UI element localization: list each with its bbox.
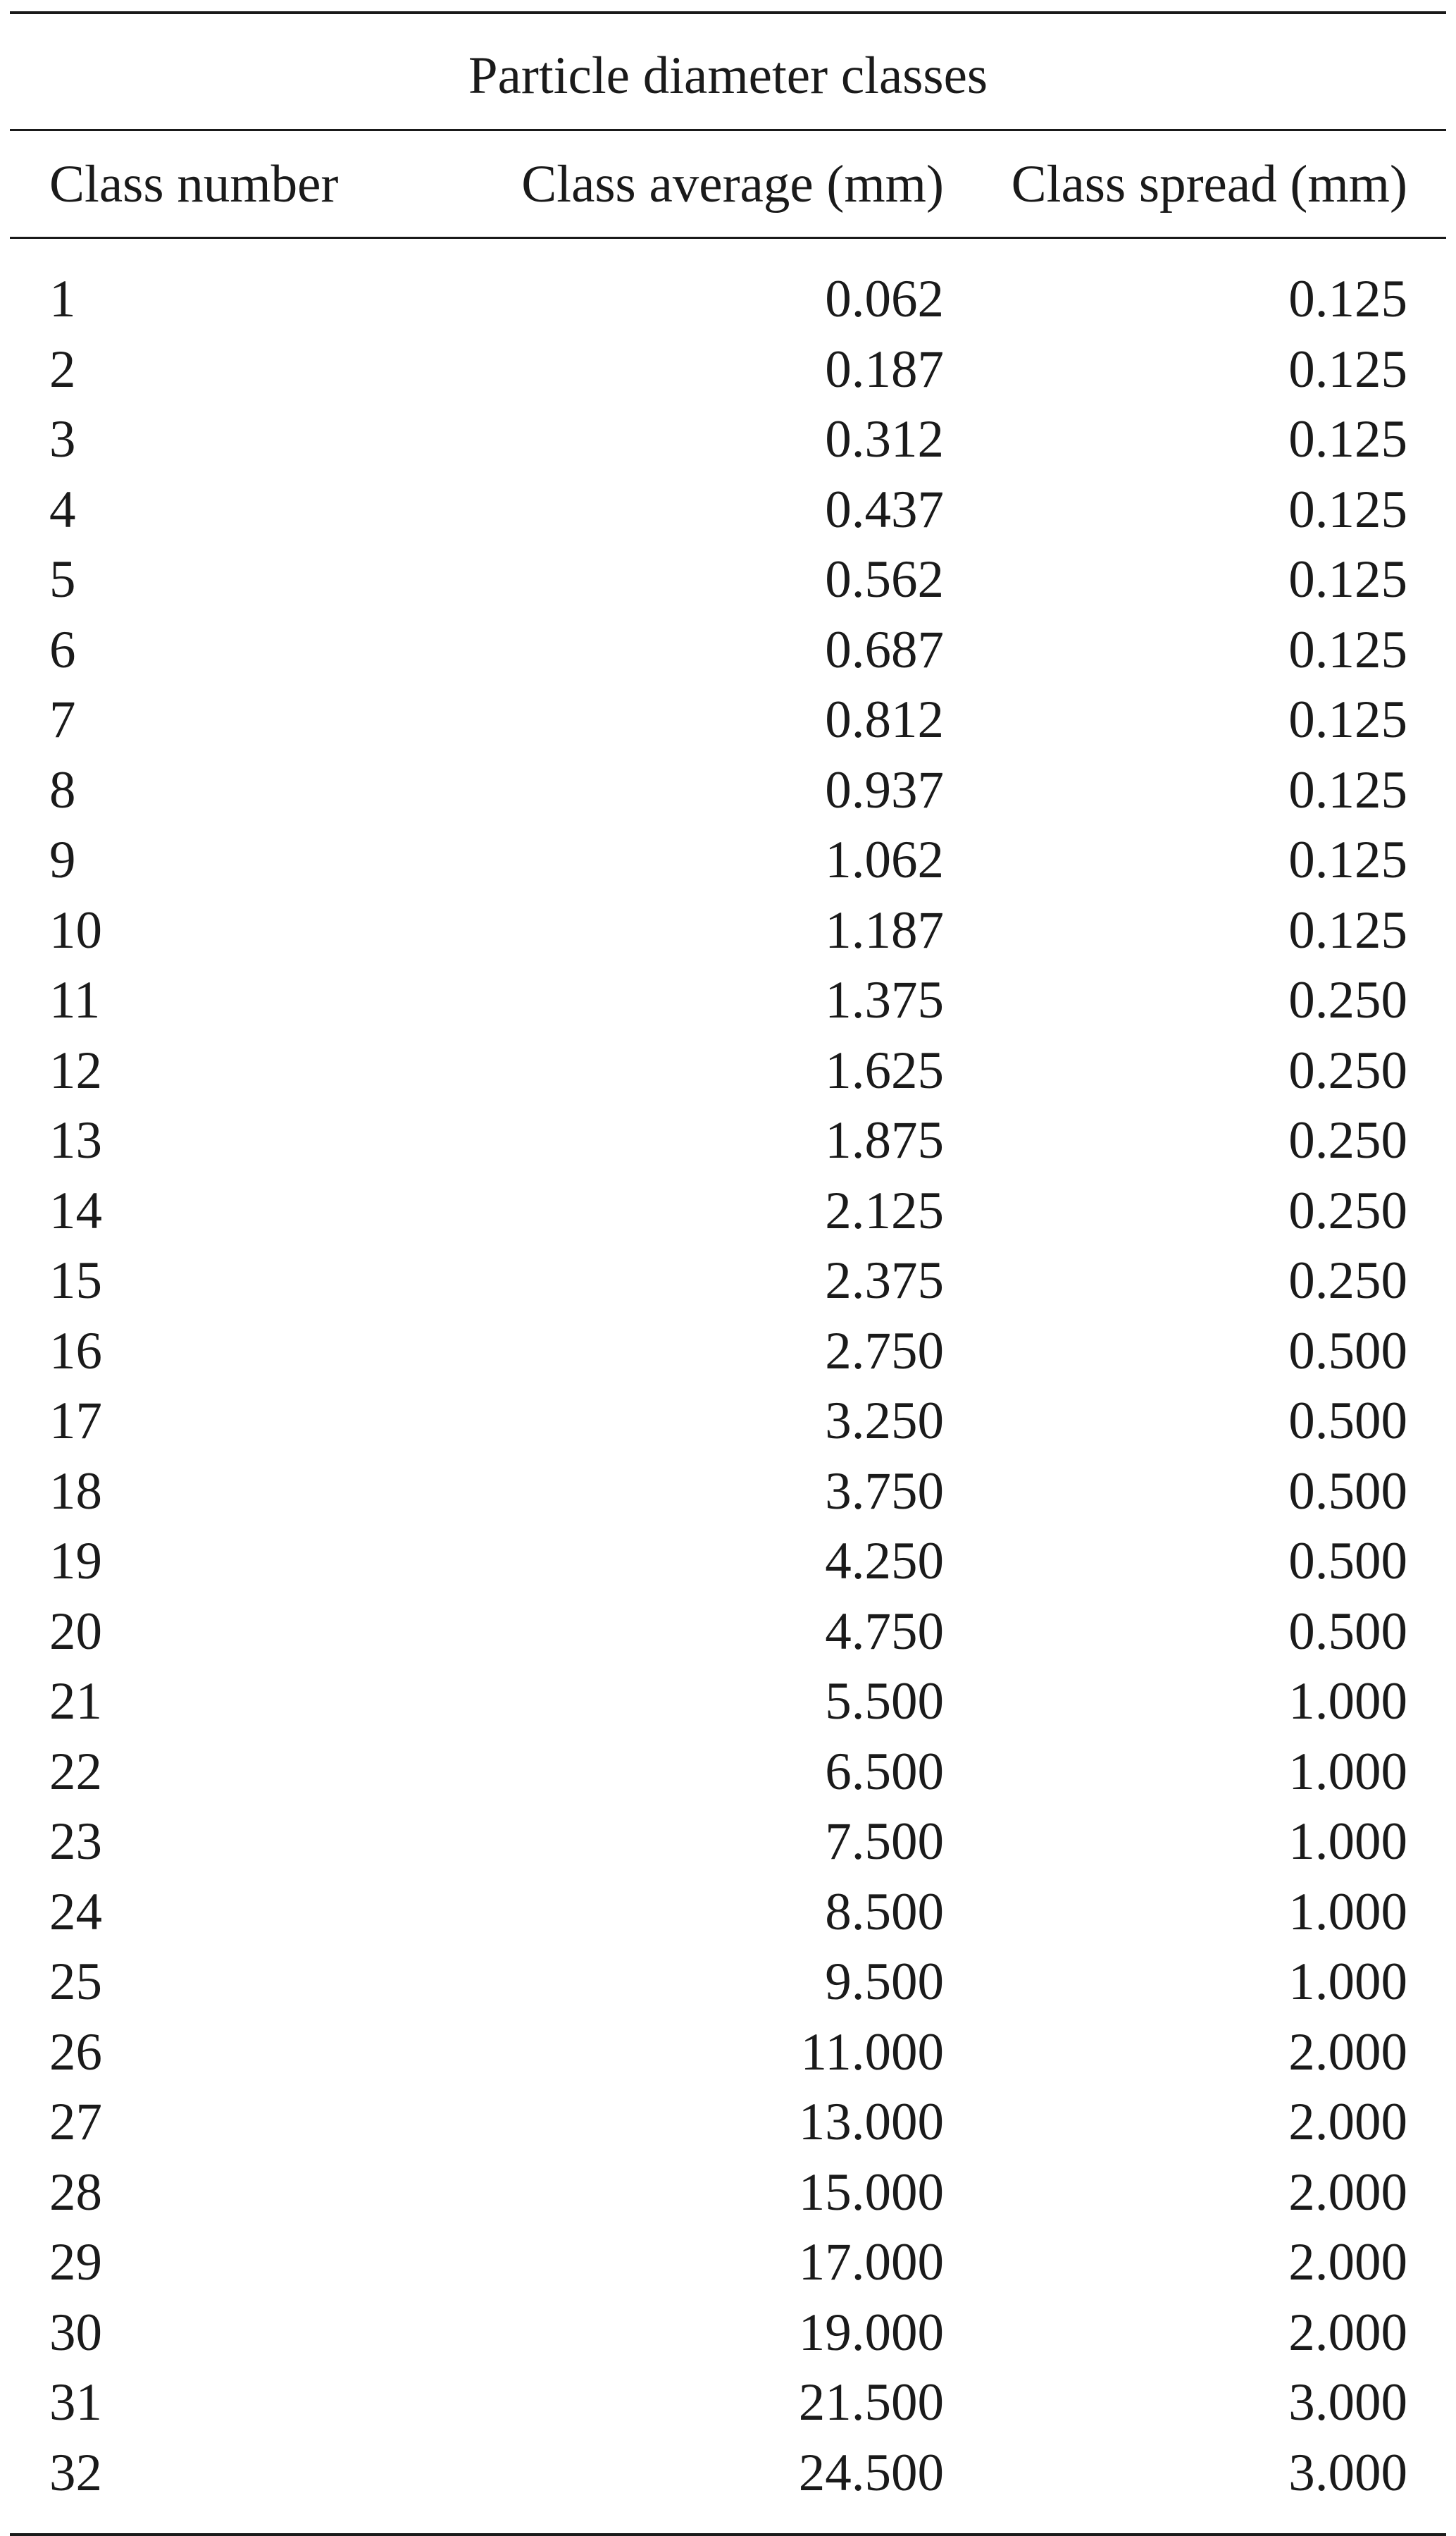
class-number-cell: 28 [49, 2163, 102, 2222]
class-number-cell: 17 [49, 1392, 102, 1451]
class-number-cell: 9 [49, 831, 76, 890]
table-row [10, 1456, 1446, 1527]
class-number-cell: 4 [49, 480, 76, 539]
table-caption: Particle diameter classes [10, 13, 1446, 130]
class-spread-cell: 0.125 [1288, 550, 1407, 610]
class-number-cell: 16 [49, 1321, 102, 1380]
class-number-cell: 7 [49, 691, 76, 750]
class-average-cell: 3.750 [825, 1461, 944, 1521]
column-header-class-number: Class number [10, 130, 430, 238]
table-row [10, 1176, 1446, 1247]
table-row [10, 1666, 1446, 1737]
class-spread-cell: 0.250 [1288, 1041, 1407, 1100]
table-row [10, 1526, 1446, 1597]
table-row [10, 2298, 1446, 2368]
class-spread-cell: 0.500 [1288, 1532, 1407, 1591]
class-average-cell: 15.000 [798, 2163, 944, 2222]
class-spread-cell: 0.250 [1288, 1251, 1407, 1311]
class-number-cell: 14 [49, 1181, 102, 1240]
class-average-cell: 9.500 [825, 1953, 944, 2012]
class-average-cell: 4.250 [825, 1532, 944, 1591]
class-number-cell: 27 [49, 2093, 102, 2152]
class-spread-cell: 1.000 [1288, 1742, 1407, 1801]
class-number-cell: 12 [49, 1041, 102, 1100]
class-average-cell: 13.000 [798, 2093, 944, 2152]
class-average-cell: 1.187 [825, 901, 944, 960]
table-row [10, 1737, 1446, 1807]
class-spread-cell: 0.500 [1288, 1392, 1407, 1451]
class-average-cell: 1.375 [825, 971, 944, 1030]
table-row [10, 475, 1446, 545]
table-row [10, 1386, 1446, 1456]
class-average-cell: 7.500 [825, 1812, 944, 1872]
class-average-cell: 1.062 [825, 831, 944, 890]
class-average-cell: 8.500 [825, 1882, 944, 1941]
table-row [10, 2438, 1446, 2535]
class-spread-cell: 3.000 [1288, 2443, 1407, 2502]
class-spread-cell: 0.125 [1288, 691, 1407, 750]
class-spread-cell: 0.125 [1288, 760, 1407, 819]
class-spread-cell: 0.500 [1288, 1321, 1407, 1380]
table-row [10, 2017, 1446, 2088]
class-average-cell: 0.812 [825, 691, 944, 750]
class-average-cell: 0.187 [825, 340, 944, 399]
class-number-cell: 31 [49, 2373, 102, 2432]
class-average-cell: 4.750 [825, 1602, 944, 1661]
class-number-cell: 13 [49, 1111, 102, 1170]
class-spread-cell: 1.000 [1288, 1672, 1407, 1731]
class-average-cell: 3.250 [825, 1392, 944, 1451]
column-header-class-spread: Class spread (mm) [944, 130, 1446, 238]
table-body [10, 238, 1446, 2535]
class-average-cell: 1.625 [825, 1041, 944, 1100]
class-average-cell: 17.000 [798, 2233, 944, 2292]
class-average-cell: 0.062 [825, 270, 944, 329]
table-header-row [10, 130, 1446, 238]
table-row [10, 615, 1446, 686]
class-spread-cell: 1.000 [1288, 1953, 1407, 2012]
class-spread-cell: 0.125 [1288, 901, 1407, 960]
table-row [10, 1316, 1446, 1387]
table-row [10, 1036, 1446, 1106]
class-spread-cell: 2.000 [1288, 2093, 1407, 2152]
class-number-cell: 10 [49, 901, 102, 960]
class-spread-cell: 0.250 [1288, 971, 1407, 1030]
class-spread-cell: 0.500 [1288, 1461, 1407, 1521]
class-number-cell: 3 [49, 410, 76, 469]
class-spread-cell: 2.000 [1288, 2022, 1407, 2082]
class-average-cell: 2.375 [825, 1251, 944, 1311]
class-spread-cell: 0.125 [1288, 410, 1407, 469]
class-average-cell: 0.687 [825, 620, 944, 679]
table-row [10, 2368, 1446, 2438]
class-average-cell: 0.312 [825, 410, 944, 469]
class-number-cell: 22 [49, 1742, 102, 1801]
class-spread-cell: 2.000 [1288, 2303, 1407, 2362]
class-average-cell: 24.500 [798, 2443, 944, 2502]
table-row [10, 2087, 1446, 2158]
class-spread-cell: 0.125 [1288, 620, 1407, 679]
particle-diameter-table [10, 11, 1446, 2536]
class-spread-cell: 2.000 [1288, 2163, 1407, 2222]
class-spread-cell: 0.500 [1288, 1602, 1407, 1661]
table-row [10, 2227, 1446, 2298]
class-number-cell: 2 [49, 340, 76, 399]
table-row [10, 1246, 1446, 1316]
class-average-cell: 11.000 [800, 2022, 944, 2082]
table-row [10, 1597, 1446, 1667]
class-number-cell: 23 [49, 1812, 102, 1872]
class-number-cell: 29 [49, 2233, 102, 2292]
class-spread-cell: 1.000 [1288, 1812, 1407, 1872]
class-average-cell: 6.500 [825, 1742, 944, 1801]
class-number-cell: 11 [49, 971, 101, 1030]
table-row [10, 2158, 1446, 2228]
table-row [10, 685, 1446, 755]
class-number-cell: 21 [49, 1672, 102, 1731]
class-spread-cell: 0.125 [1288, 340, 1407, 399]
class-average-cell: 2.125 [825, 1181, 944, 1240]
class-number-cell: 15 [49, 1251, 102, 1311]
table-row [10, 404, 1446, 475]
class-spread-cell: 0.125 [1288, 480, 1407, 539]
class-number-cell: 19 [49, 1532, 102, 1591]
class-number-cell: 20 [49, 1602, 102, 1661]
class-average-cell: 0.937 [825, 760, 944, 819]
class-number-cell: 26 [49, 2022, 102, 2082]
class-number-cell: 1 [49, 270, 76, 329]
class-spread-cell: 0.250 [1288, 1111, 1407, 1170]
class-spread-cell: 2.000 [1288, 2233, 1407, 2292]
class-number-cell: 8 [49, 760, 76, 819]
table-row [10, 1947, 1446, 2017]
class-average-cell: 2.750 [825, 1321, 944, 1380]
table-row [10, 1877, 1446, 1948]
class-spread-cell: 3.000 [1288, 2373, 1407, 2432]
table-row [10, 545, 1446, 615]
table-row [10, 825, 1446, 896]
column-header-class-average: Class average (mm) [430, 130, 944, 238]
class-spread-cell: 0.125 [1288, 831, 1407, 890]
class-number-cell: 30 [49, 2303, 102, 2362]
table-caption-row [10, 13, 1446, 130]
class-number-cell: 32 [49, 2443, 102, 2502]
class-number-cell: 5 [49, 550, 76, 610]
table-row [10, 896, 1446, 966]
class-spread-cell: 0.125 [1288, 270, 1407, 329]
table-row [10, 755, 1446, 826]
class-number-cell: 6 [49, 620, 76, 679]
class-number-cell: 24 [49, 1882, 102, 1941]
table-row [10, 965, 1446, 1036]
class-number-cell: 25 [49, 1953, 102, 2012]
table-row [10, 335, 1446, 405]
class-average-cell: 21.500 [798, 2373, 944, 2432]
table-row [10, 1106, 1446, 1176]
table-row [10, 1807, 1446, 1877]
table-row [10, 238, 1446, 335]
class-average-cell: 1.875 [825, 1111, 944, 1170]
class-average-cell: 0.562 [825, 550, 944, 610]
class-number-cell: 18 [49, 1461, 102, 1521]
class-average-cell: 19.000 [798, 2303, 944, 2362]
class-average-cell: 0.437 [825, 480, 944, 539]
class-average-cell: 5.500 [825, 1672, 944, 1731]
class-spread-cell: 1.000 [1288, 1882, 1407, 1941]
class-spread-cell: 0.250 [1288, 1181, 1407, 1240]
